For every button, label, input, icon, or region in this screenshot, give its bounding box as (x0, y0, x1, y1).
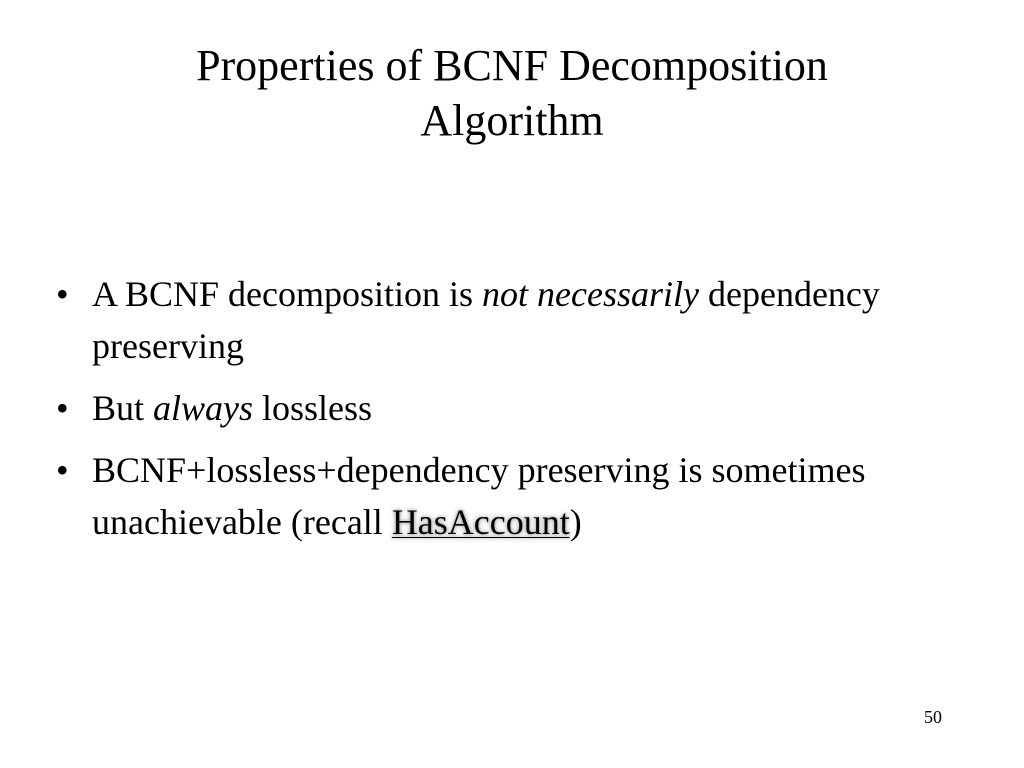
slide-number: 50 (924, 707, 942, 727)
bullet-icon: • (56, 388, 69, 428)
bullet-icon: • (56, 450, 69, 490)
bullet-2-text-end: lossless (253, 388, 373, 428)
bullet-item-2 (56, 382, 936, 434)
bullet-3-text-end: ) (569, 502, 582, 542)
bullet-item-3 (56, 444, 936, 548)
slide-title (0, 38, 1024, 148)
slide-title-line-1: Properties of BCNF Decomposition (196, 41, 828, 90)
bullet-icon: • (56, 274, 69, 314)
bullet-2-text: But (92, 388, 154, 428)
bullet-3-text: BCNF+lossless+dependency preserving is sometimes unachievable (recall (92, 450, 866, 542)
bullet-1-emphasis: not necessarily (482, 274, 699, 314)
bullet-2-emphasis: always (153, 388, 254, 428)
slide-title-line-2: Algorithm (420, 96, 604, 145)
bullet-list (56, 268, 936, 558)
bullet-1-text-end: dependency preserving (92, 274, 880, 366)
hasaccount-link[interactable]: HasAccount (391, 502, 570, 542)
bullet-item-1 (56, 268, 936, 372)
bullet-1-text: A BCNF decomposition is (92, 274, 483, 314)
